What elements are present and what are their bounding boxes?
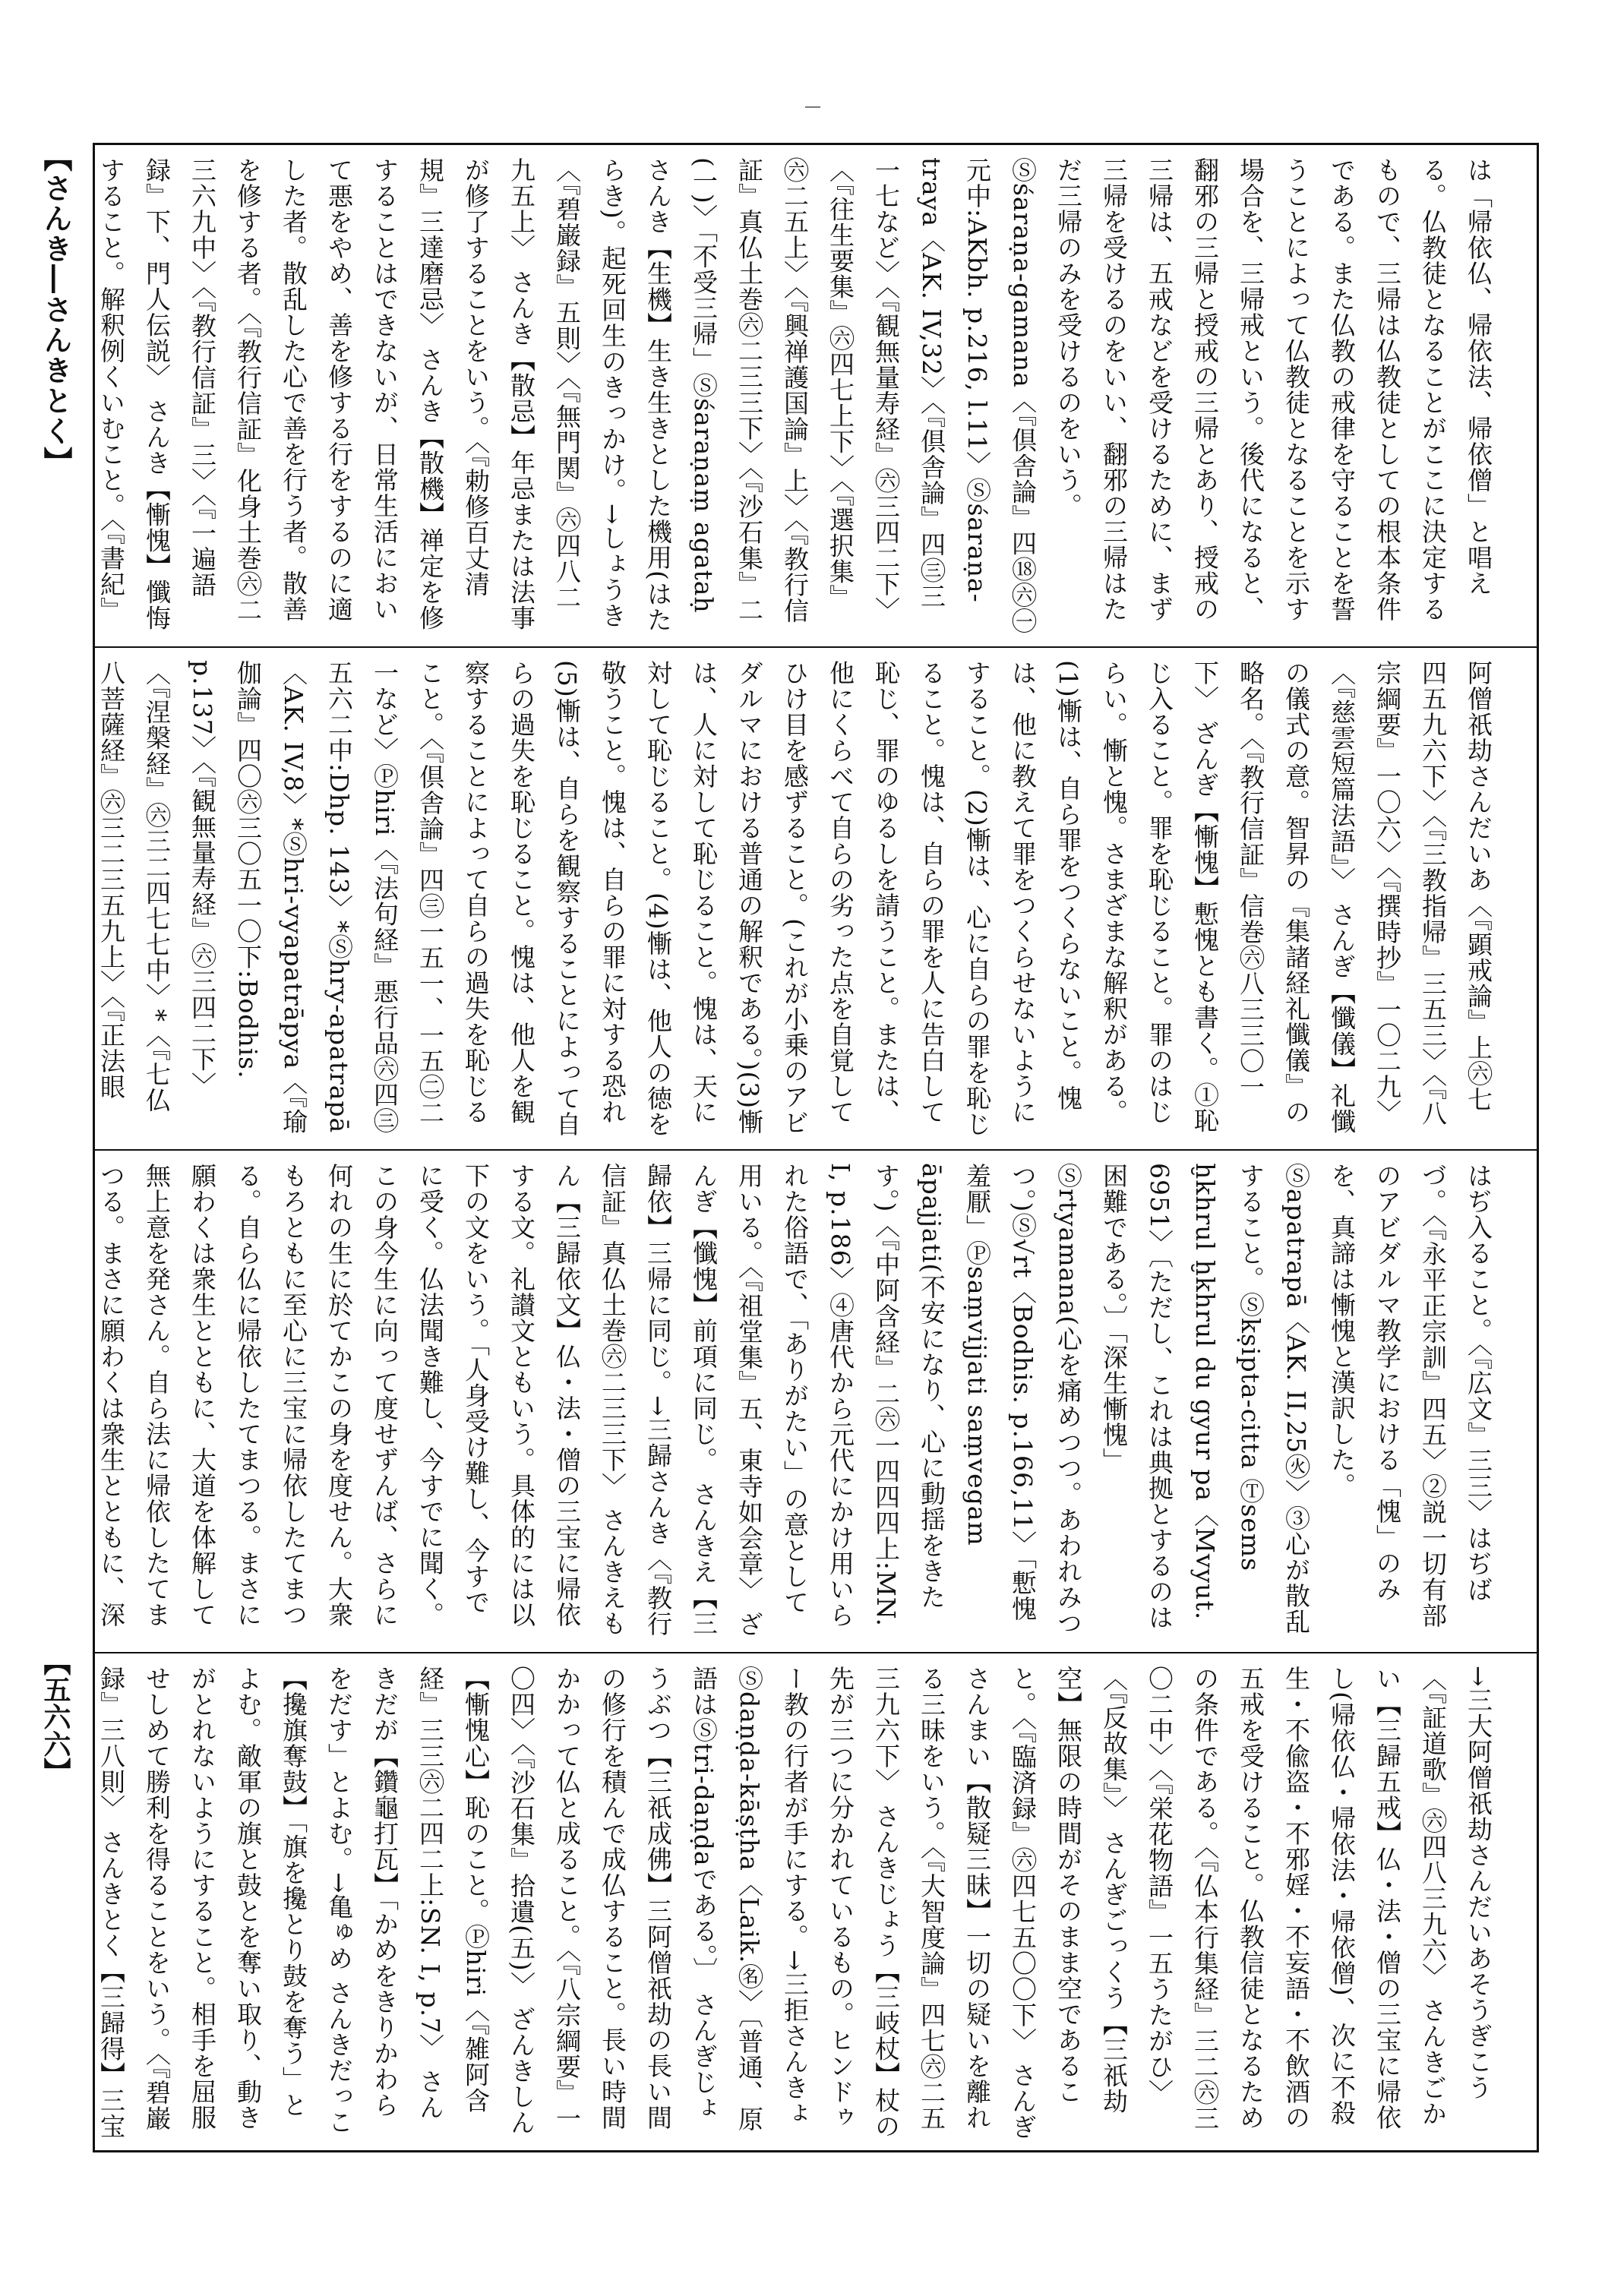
tier-2 <box>95 648 1537 1149</box>
dictionary-frame <box>93 143 1539 2152</box>
tier-3 <box>95 1151 1537 1652</box>
running-header: 【さんき―さんきとく】 <box>39 143 73 477</box>
tier-4-text: →三大阿僧祇劫さんだいあそうぎこう〈『証道歌』㊅四八三九六〉 さんきごかい【三歸五戒】仏・法・僧の三宝に帰依し(帰依仏・帰依法・帰依僧)、次に不殺生・不偸盗・不邪婬・不妄語・不飲酒の五戒を受けること。仏教信徒となるための条件である。〈『仏本行集経』三二㊅三〇二中〉〈『栄花物語』一五うたがひ〉〈『反故集』〉 さんぎごっくう【三祇劫空】無限の時間がそのまま空であること。〈『臨済録』㊅四七五〇〇下〉 さんぎさんまい【散疑三昧】一切の疑いを離れる三昧をいう。〈『大智度論』四七㊅二五三九六下〉 さんきじょう【三岐杖】杖の先が三つに分かれているもの。ヒンドゥー教の行者が手にする。→三拒さんきょ Ⓢdaṇḍa-kāṣṭha〈Laik.㊔〉〔普通、原語はⓈtri-daṇḍaである。〕 さんぎじょうぶつ【三祇成佛】三阿僧祇劫の長い間の修行を積んで成仏すること。長い時間かかって仏と成ること。〈『八宗綱要』一〇四〉〈『沙石集』拾遺(五)〉 ざんきしん【慚愧心】恥のこと。Ⓟhiri〈『雑阿含経』三三㊅二四二上:SN. I, p.7〉 さんきだが【鑽龜打瓦】「かめをきりかわらをだす」とよむ。→亀ゅめ さんきだっこ【攙旗奪鼓】「旗を攙とり鼓を奪う」とよむ。敵軍の旗と鼓とを奪い取り、動きがとれないようにすること。相手を屈服せしめて勝利を得ることをいう。〈『碧巌録』三八則〉 さんきとく【三歸得】三宝 <box>96 1666 1493 2140</box>
tier-1 <box>95 145 1537 646</box>
tier-3-text: はぢ入ること。〈『広文』三三〉はぢばづ。〈『永平正宗訓』四五〉②説一切有部のアビダルマ教学における「愧」のみを、真諦は慚愧と漢訳した。Ⓢapatrapā〈AK. II,25㊋〉③心が散乱すること。Ⓢkṣipta-citta Ⓣsems ḫkhrul ḫkhrul du gyur pa〈Mvyut. 6951〉〔ただし、これは典拠とするのは困難である。〕「深生慚愧」Ⓢrtyamana(心を痛めつつ。あわれみつつ。)Ⓢ√rt〈Bodhis. p.166,11〉「慙愧羞厭」Ⓟsaṃvijjati saṃvegam āpajjati(不安になり、心に動揺をきたす。)〈『中阿含経』二㊅一四四四上:MN. I, p.186〉④唐代から元代にかけ用いられた俗語で、「ありがたい」の意として用いる。〈『祖堂集』五、東寺如会章〉 ざんぎ【懺愧】前項に同じ。 さんきえ【三歸依】三帰に同じ。→三歸さんき〈『教行信証』真仏土巻㊅二三三下〉 さんきえもん【三歸依文】仏・法・僧の三宝に帰依する文。礼讃文ともいう。具体的には以下の文をいう。「人身受け難し、今すでに受く。仏法聞き難し、今すでに聞く。この身今生に向って度せずんば、さらに何れの生に於てかこの身を度せん。大衆もろともに至心に三宝に帰依したてまつる。自ら仏に帰依したてまつる。まさに願わくは衆生とともに、大道を体解して無上意を発さん。自ら法に帰依したてまつる。まさに願わくは衆生とともに、深 <box>96 1163 1493 1638</box>
tier-1-text: は「帰依仏、帰依法、帰依僧」と唱える。仏教徒となることがここに決定するもので、三帰は仏教徒としての根本条件である。また仏教の戒律を守ることを誓うことによって仏教徒となることを示す場合を、三帰戒という。後代になると、翻邪の三帰と授戒の三帰とあり、授戒の三帰は、五戒などを受けるために、まず三帰を受けるのをいい、翻邪の三帰はただ三帰のみを受けるのをいう。Ⓢśaraṇa-gamana〈『倶舎論』四⑱㊅㊀元中:AKbh. p.216, l.11〉Ⓢśaraṇa-traya〈AK. IV,32〉〈『倶舎論』四㊂三一七など〉〈『観無量寿経』㊅三四二下〉〈『往生要集』㊅四七上下〉〈『選択集』㊅二五上〉〈『興禅護国論』上〉〈『教行信証』真仏土巻㊅二三三下〉〈『沙石集』二(一)〉「不受三帰」Ⓢśaraṇaṃ agataḥ さんき【生機】生き生きとした機用(はたらき)。起死回生のきっかけ。→しょうき〈『碧巌録』五則〉〈『無門関』㊅四八二九五上〉 さんき【散忌】年忌または法事が修了することをいう。〈『勅修百丈清規』三達磨忌〉 さんき【散機】禅定を修することはできないが、日常生活において悪をやめ、善を修する行をするのに適した者。散乱した心で善を行う者。散善を修する者。〈『教行信証』化身土巻㊅二三六九中〉〈『教行信証』三〉〈『一遍語録』下、門人伝説〉 さんき【慚愧】懺悔すること。解釈例くいむこと。〈『書紀』 <box>96 157 1493 634</box>
tier-2-text: 阿僧祇劫さんだいあ〈『顕戒論』上㊅七四五九六下〉〈『三教指帰』三五三〉〈『八宗綱要』一〇六〉〈『撰時抄』一〇二九〉〈『慈雲短篇法語』〉 さんぎ【懺儀】礼懺の儀式の意。智昇の『集諸経礼懺儀』の略名。〈『教行信証』信巻㊅八三三〇一下〉 ざんぎ【慚愧】慙愧とも書く。①恥じ入ること。罪を恥じること。罪のはじらい。慚と愧。さまざまな解釈がある。(1)慚は、自ら罪をつくらないこと。愧は、他に教えて罪をつくらせないようにすること。(2)慚は、心に自らの罪を恥じること。愧は、自らの罪を人に告白して恥じ、罪のゆるしを請うこと。または、他にくらべて自らの劣った点を自覚してひけ目を感ずること。(これが小乗のアビダルマにおける普通の解釈である。)(3)慚は、人に対して恥じること。愧は、天に対して恥じること。(4)慚は、他人の徳を敬うこと。愧は、自らの罪に対する恐れ(5)慚は、自らを観察することによって自らの過失を恥じること。愧は、他人を観察することによって自らの過失を恥じること。〈『倶舎論』四㊂一五一、一五㊁二一など〉Ⓟhiri〈『法句経』悪行品㊅四㊂五六二中:Dhp. 143〉*Ⓢhry-apatrapā〈AK. IV,8〉*Ⓢhri-vyapatrāpya〈『瑜伽論』四〇㊅三〇五一〇下:Bodhis. p.137〉〈『観無量寿経』㊅三四二下〉〈『涅槃経』㊅三二四七七中〉*〈『七仏八菩薩経』㊅三二三五九上〉〈『正法眼 <box>96 660 1493 1137</box>
tier-4 <box>95 1653 1537 2150</box>
top-mark <box>805 106 820 108</box>
page-number: 【五六六】 <box>39 1648 71 1785</box>
